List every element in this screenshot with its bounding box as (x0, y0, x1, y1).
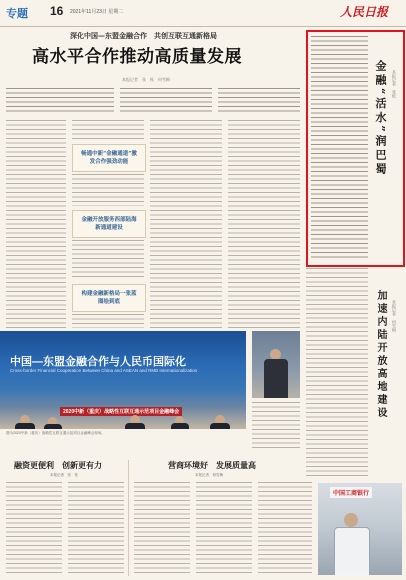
subhead-box-1 (72, 144, 146, 172)
column-divider (128, 460, 129, 576)
page-number: 16 (50, 4, 64, 18)
bottom-col-2 (68, 482, 124, 576)
bottom-col-3 (134, 482, 190, 576)
conference-photo (0, 331, 246, 429)
bottom-col-1 (6, 482, 62, 576)
bottom-byline-1: 本报记者 张 枨 (50, 473, 78, 477)
right-article-body (306, 268, 368, 478)
bank-photo (318, 483, 402, 575)
subhead-3: 构建金融新格局一张蓝图绘到底 (81, 291, 137, 305)
audience-body (44, 424, 62, 429)
page-header (0, 0, 406, 27)
subhead-box-3 (72, 284, 146, 312)
body-column-4 (228, 120, 300, 328)
clerk-head (344, 513, 358, 527)
audience-body (15, 423, 35, 429)
date-line: 2021年11月23日 星期二 (70, 9, 124, 15)
lead-paragraph-mid (120, 88, 212, 114)
article-headline: 高水平合作推动高质量发展 (32, 47, 242, 67)
banner-event-name: 2020中新（重庆）战略性互联互通示范项目金融峰会 (60, 407, 182, 416)
lead-paragraph-left (6, 88, 114, 114)
highlighted-article-byline: 本报记者 张枨 (392, 70, 397, 98)
article-byline: 本报记者 张 枨 何雪梅 (122, 77, 170, 82)
right-article-byline: 本报记者 何雪梅 (392, 300, 397, 332)
subhead-2: 金融开放服务西部陆海新通道建设 (81, 217, 137, 231)
body-column-2d (72, 314, 144, 328)
subhead-1: 畅通中新“金融通道”激发合作强劲动能 (81, 151, 137, 165)
newspaper-logo (340, 3, 388, 20)
logo-text: 人民日报 (340, 5, 389, 19)
bank-sign: 中国工商银行 (330, 487, 372, 498)
audience-body (210, 423, 230, 429)
body-column-2c (72, 240, 144, 280)
article-kicker: 深化中国—东盟金融合作 共创互联互通新格局 (70, 31, 217, 40)
audience-body (171, 423, 189, 429)
bottom-headline-2: 营商环境好 发展质量高 (168, 460, 256, 470)
lead-paragraph-right (218, 88, 300, 114)
subhead-box-2 (72, 210, 146, 238)
person-body (264, 359, 288, 398)
banner-title: 中国—东盟金融合作与人民币国际化 (10, 356, 186, 368)
bottom-col-4 (196, 482, 252, 576)
bottom-headline-1: 融资更便利 创新更有力 (14, 460, 102, 470)
body-column-3 (150, 120, 222, 328)
body-column-2a (72, 120, 144, 142)
clerk-body (334, 527, 370, 575)
body-column-1 (6, 120, 66, 328)
section-label: 专题 (6, 8, 28, 20)
banner-english: Cross-border Financial Cooperation Between China and ASEAN and RMB Internationalization (10, 368, 198, 373)
highlighted-article-body (311, 36, 368, 258)
highlighted-article-title: 金融“活水”润巴蜀 (374, 60, 387, 177)
audience-body (125, 423, 145, 429)
photo-caption: 图为2020中新（重庆）战略性互联互通示范项目金融峰会现场。 (6, 431, 105, 435)
side-photo (252, 331, 300, 398)
bottom-byline-2: 本报记者 何雪梅 (195, 473, 223, 477)
right-article-title: 加速内陆开放高地建设 (375, 290, 386, 420)
bottom-col-5 (258, 482, 312, 576)
body-column-2b (72, 174, 144, 206)
side-photo-text (252, 402, 300, 450)
